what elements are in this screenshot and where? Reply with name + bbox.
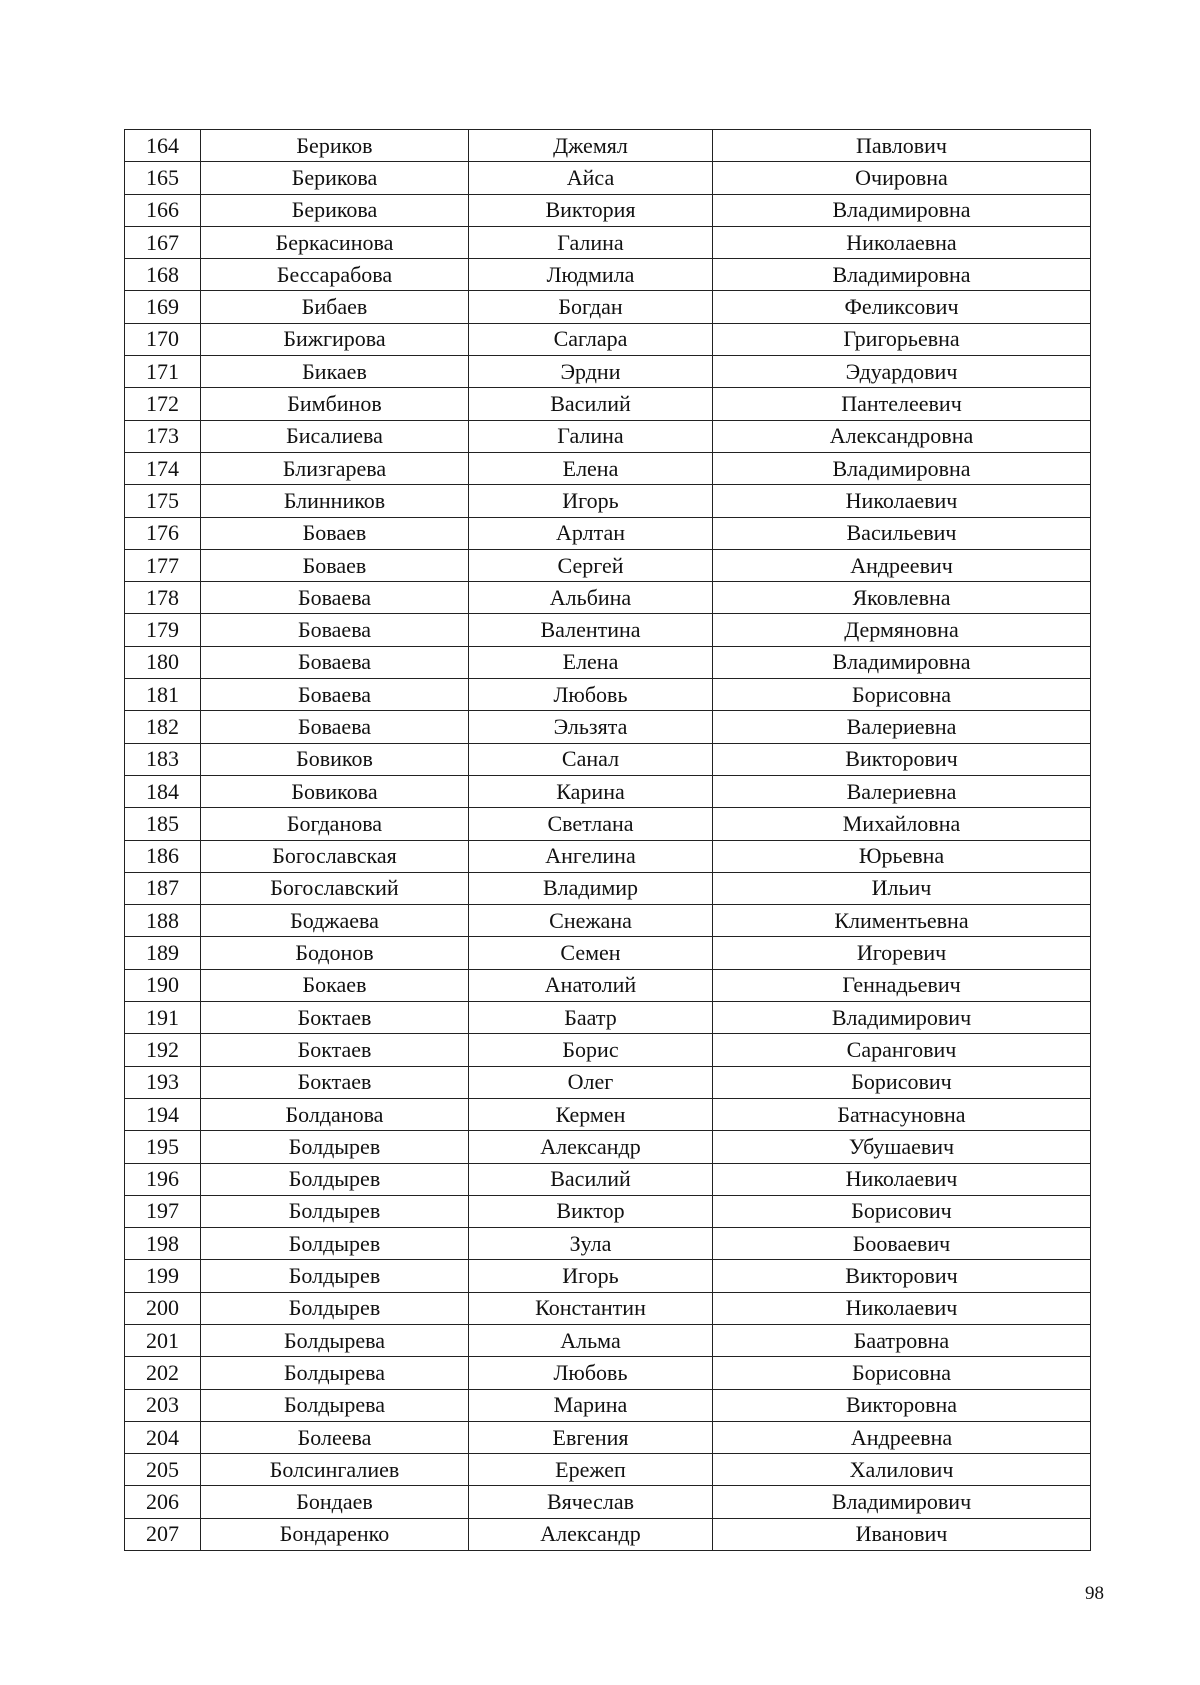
patronymic-cell: Ильич xyxy=(713,872,1091,904)
row-number-cell: 198 xyxy=(125,1228,201,1260)
last-name-cell: Боваев xyxy=(201,517,469,549)
row-number-cell: 186 xyxy=(125,840,201,872)
patronymic-cell: Бооваевич xyxy=(713,1228,1091,1260)
patronymic-cell: Александровна xyxy=(713,420,1091,452)
patronymic-cell: Яковлевна xyxy=(713,582,1091,614)
row-number-cell: 195 xyxy=(125,1131,201,1163)
patronymic-cell: Андреевна xyxy=(713,1421,1091,1453)
row-number-cell: 183 xyxy=(125,743,201,775)
last-name-cell: Болдырев xyxy=(201,1292,469,1324)
last-name-cell: Берикова xyxy=(201,162,469,194)
patronymic-cell: Юрьевна xyxy=(713,840,1091,872)
first-name-cell: Константин xyxy=(469,1292,713,1324)
patronymic-cell: Владимировна xyxy=(713,452,1091,484)
last-name-cell: Боктаев xyxy=(201,1002,469,1034)
row-number-cell: 185 xyxy=(125,808,201,840)
first-name-cell: Елена xyxy=(469,452,713,484)
last-name-cell: Бондаев xyxy=(201,1486,469,1518)
last-name-cell: Бижгирова xyxy=(201,323,469,355)
patronymic-cell: Борисовна xyxy=(713,679,1091,711)
last-name-cell: Боваева xyxy=(201,711,469,743)
patronymic-cell: Геннадьевич xyxy=(713,969,1091,1001)
row-number-cell: 167 xyxy=(125,226,201,258)
names-table xyxy=(124,129,1091,1551)
last-name-cell: Болдырев xyxy=(201,1228,469,1260)
row-number-cell: 174 xyxy=(125,452,201,484)
table-row xyxy=(125,808,1091,840)
patronymic-cell: Дермяновна xyxy=(713,614,1091,646)
patronymic-cell: Баатровна xyxy=(713,1324,1091,1356)
first-name-cell: Олег xyxy=(469,1066,713,1098)
patronymic-cell: Викторовна xyxy=(713,1389,1091,1421)
last-name-cell: Бовикова xyxy=(201,775,469,807)
last-name-cell: Блинников xyxy=(201,485,469,517)
last-name-cell: Бериков xyxy=(201,130,469,162)
last-name-cell: Боваева xyxy=(201,582,469,614)
row-number-cell: 182 xyxy=(125,711,201,743)
first-name-cell: Карина xyxy=(469,775,713,807)
first-name-cell: Анатолий xyxy=(469,969,713,1001)
row-number-cell: 188 xyxy=(125,905,201,937)
first-name-cell: Евгения xyxy=(469,1421,713,1453)
table-row xyxy=(125,485,1091,517)
table-row xyxy=(125,905,1091,937)
table-row xyxy=(125,1066,1091,1098)
table-row xyxy=(125,420,1091,452)
patronymic-cell: Владимировна xyxy=(713,259,1091,291)
patronymic-cell: Николаевич xyxy=(713,485,1091,517)
patronymic-cell: Халилович xyxy=(713,1454,1091,1486)
row-number-cell: 206 xyxy=(125,1486,201,1518)
table-row xyxy=(125,259,1091,291)
last-name-cell: Бондаренко xyxy=(201,1518,469,1550)
table-row xyxy=(125,1486,1091,1518)
table-row xyxy=(125,388,1091,420)
first-name-cell: Игорь xyxy=(469,485,713,517)
table-row xyxy=(125,162,1091,194)
first-name-cell: Виктор xyxy=(469,1195,713,1227)
row-number-cell: 201 xyxy=(125,1324,201,1356)
row-number-cell: 203 xyxy=(125,1389,201,1421)
patronymic-cell: Владимирович xyxy=(713,1002,1091,1034)
table-row xyxy=(125,1454,1091,1486)
row-number-cell: 204 xyxy=(125,1421,201,1453)
first-name-cell: Валентина xyxy=(469,614,713,646)
patronymic-cell: Владимировна xyxy=(713,646,1091,678)
table-row xyxy=(125,840,1091,872)
table-row xyxy=(125,1098,1091,1130)
first-name-cell: Александр xyxy=(469,1131,713,1163)
first-name-cell: Василий xyxy=(469,1163,713,1195)
first-name-cell: Айса xyxy=(469,162,713,194)
last-name-cell: Боктаев xyxy=(201,1066,469,1098)
first-name-cell: Александр xyxy=(469,1518,713,1550)
first-name-cell: Борис xyxy=(469,1034,713,1066)
patronymic-cell: Борисович xyxy=(713,1195,1091,1227)
last-name-cell: Болдырева xyxy=(201,1357,469,1389)
patronymic-cell: Викторович xyxy=(713,743,1091,775)
table-row xyxy=(125,1034,1091,1066)
row-number-cell: 189 xyxy=(125,937,201,969)
last-name-cell: Бовиков xyxy=(201,743,469,775)
patronymic-cell: Пантелеевич xyxy=(713,388,1091,420)
last-name-cell: Боваева xyxy=(201,646,469,678)
table-row xyxy=(125,743,1091,775)
last-name-cell: Болдырева xyxy=(201,1389,469,1421)
first-name-cell: Галина xyxy=(469,420,713,452)
patronymic-cell: Андреевич xyxy=(713,549,1091,581)
first-name-cell: Арлтан xyxy=(469,517,713,549)
first-name-cell: Галина xyxy=(469,226,713,258)
first-name-cell: Людмила xyxy=(469,259,713,291)
table-row xyxy=(125,452,1091,484)
first-name-cell: Вячеслав xyxy=(469,1486,713,1518)
table-row xyxy=(125,872,1091,904)
row-number-cell: 193 xyxy=(125,1066,201,1098)
patronymic-cell: Борисович xyxy=(713,1066,1091,1098)
row-number-cell: 176 xyxy=(125,517,201,549)
table-row xyxy=(125,1421,1091,1453)
first-name-cell: Светлана xyxy=(469,808,713,840)
table-row xyxy=(125,1357,1091,1389)
row-number-cell: 200 xyxy=(125,1292,201,1324)
first-name-cell: Сергей xyxy=(469,549,713,581)
row-number-cell: 173 xyxy=(125,420,201,452)
last-name-cell: Боваева xyxy=(201,614,469,646)
row-number-cell: 171 xyxy=(125,356,201,388)
patronymic-cell: Борисовна xyxy=(713,1357,1091,1389)
patronymic-cell: Николаевич xyxy=(713,1292,1091,1324)
first-name-cell: Джемял xyxy=(469,130,713,162)
patronymic-cell: Климентьевна xyxy=(713,905,1091,937)
last-name-cell: Близгарева xyxy=(201,452,469,484)
table-row xyxy=(125,1518,1091,1550)
last-name-cell: Беркасинова xyxy=(201,226,469,258)
row-number-cell: 192 xyxy=(125,1034,201,1066)
patronymic-cell: Владимировна xyxy=(713,194,1091,226)
row-number-cell: 177 xyxy=(125,549,201,581)
table-row xyxy=(125,1195,1091,1227)
first-name-cell: Ережеп xyxy=(469,1454,713,1486)
patronymic-cell: Убушаевич xyxy=(713,1131,1091,1163)
last-name-cell: Болсингалиев xyxy=(201,1454,469,1486)
last-name-cell: Боктаев xyxy=(201,1034,469,1066)
last-name-cell: Бибаев xyxy=(201,291,469,323)
last-name-cell: Боваев xyxy=(201,549,469,581)
row-number-cell: 179 xyxy=(125,614,201,646)
patronymic-cell: Михайловна xyxy=(713,808,1091,840)
row-number-cell: 197 xyxy=(125,1195,201,1227)
table-row xyxy=(125,1260,1091,1292)
table-row xyxy=(125,1131,1091,1163)
table-row xyxy=(125,130,1091,162)
patronymic-cell: Григорьевна xyxy=(713,323,1091,355)
patronymic-cell: Валериевна xyxy=(713,775,1091,807)
patronymic-cell: Николаевна xyxy=(713,226,1091,258)
first-name-cell: Елена xyxy=(469,646,713,678)
first-name-cell: Игорь xyxy=(469,1260,713,1292)
table-row xyxy=(125,711,1091,743)
last-name-cell: Болданова xyxy=(201,1098,469,1130)
last-name-cell: Болдырева xyxy=(201,1324,469,1356)
row-number-cell: 194 xyxy=(125,1098,201,1130)
last-name-cell: Берикова xyxy=(201,194,469,226)
table-row xyxy=(125,775,1091,807)
first-name-cell: Санал xyxy=(469,743,713,775)
first-name-cell: Альма xyxy=(469,1324,713,1356)
last-name-cell: Болдырев xyxy=(201,1131,469,1163)
table-row xyxy=(125,1292,1091,1324)
row-number-cell: 165 xyxy=(125,162,201,194)
patronymic-cell: Батнасуновна xyxy=(713,1098,1091,1130)
last-name-cell: Богославская xyxy=(201,840,469,872)
last-name-cell: Боваева xyxy=(201,679,469,711)
first-name-cell: Любовь xyxy=(469,679,713,711)
row-number-cell: 207 xyxy=(125,1518,201,1550)
names-table-body xyxy=(125,130,1091,1551)
patronymic-cell: Эдуардович xyxy=(713,356,1091,388)
table-row xyxy=(125,356,1091,388)
table-row xyxy=(125,582,1091,614)
row-number-cell: 196 xyxy=(125,1163,201,1195)
table-row xyxy=(125,226,1091,258)
table-row xyxy=(125,1002,1091,1034)
last-name-cell: Болдырев xyxy=(201,1163,469,1195)
first-name-cell: Виктория xyxy=(469,194,713,226)
patronymic-cell: Владимирович xyxy=(713,1486,1091,1518)
first-name-cell: Кермен xyxy=(469,1098,713,1130)
row-number-cell: 199 xyxy=(125,1260,201,1292)
row-number-cell: 178 xyxy=(125,582,201,614)
last-name-cell: Болдырев xyxy=(201,1260,469,1292)
row-number-cell: 180 xyxy=(125,646,201,678)
row-number-cell: 170 xyxy=(125,323,201,355)
first-name-cell: Снежана xyxy=(469,905,713,937)
first-name-cell: Семен xyxy=(469,937,713,969)
first-name-cell: Саглара xyxy=(469,323,713,355)
last-name-cell: Боджаева xyxy=(201,905,469,937)
last-name-cell: Бессарабова xyxy=(201,259,469,291)
row-number-cell: 205 xyxy=(125,1454,201,1486)
first-name-cell: Баатр xyxy=(469,1002,713,1034)
patronymic-cell: Валериевна xyxy=(713,711,1091,743)
table-row xyxy=(125,323,1091,355)
table-row xyxy=(125,194,1091,226)
first-name-cell: Богдан xyxy=(469,291,713,323)
table-row xyxy=(125,937,1091,969)
patronymic-cell: Васильевич xyxy=(713,517,1091,549)
table-row xyxy=(125,1324,1091,1356)
table-row xyxy=(125,517,1091,549)
patronymic-cell: Викторович xyxy=(713,1260,1091,1292)
row-number-cell: 168 xyxy=(125,259,201,291)
row-number-cell: 184 xyxy=(125,775,201,807)
table-row xyxy=(125,1228,1091,1260)
row-number-cell: 175 xyxy=(125,485,201,517)
row-number-cell: 181 xyxy=(125,679,201,711)
table-row xyxy=(125,646,1091,678)
table-row xyxy=(125,969,1091,1001)
patronymic-cell: Николаевич xyxy=(713,1163,1091,1195)
patronymic-cell: Сарангович xyxy=(713,1034,1091,1066)
last-name-cell: Бокаев xyxy=(201,969,469,1001)
last-name-cell: Бисалиева xyxy=(201,420,469,452)
table-row xyxy=(125,679,1091,711)
row-number-cell: 169 xyxy=(125,291,201,323)
patronymic-cell: Феликсович xyxy=(713,291,1091,323)
first-name-cell: Марина xyxy=(469,1389,713,1421)
first-name-cell: Любовь xyxy=(469,1357,713,1389)
table-row xyxy=(125,291,1091,323)
last-name-cell: Богданова xyxy=(201,808,469,840)
last-name-cell: Болеева xyxy=(201,1421,469,1453)
first-name-cell: Василий xyxy=(469,388,713,420)
row-number-cell: 202 xyxy=(125,1357,201,1389)
patronymic-cell: Иванович xyxy=(713,1518,1091,1550)
first-name-cell: Альбина xyxy=(469,582,713,614)
row-number-cell: 172 xyxy=(125,388,201,420)
row-number-cell: 164 xyxy=(125,130,201,162)
row-number-cell: 166 xyxy=(125,194,201,226)
last-name-cell: Богославский xyxy=(201,872,469,904)
last-name-cell: Болдырев xyxy=(201,1195,469,1227)
table-row xyxy=(125,1389,1091,1421)
last-name-cell: Бимбинов xyxy=(201,388,469,420)
patronymic-cell: Павлович xyxy=(713,130,1091,162)
page-number: 98 xyxy=(1085,1583,1104,1604)
row-number-cell: 190 xyxy=(125,969,201,1001)
table-row xyxy=(125,549,1091,581)
last-name-cell: Бикаев xyxy=(201,356,469,388)
patronymic-cell: Игоревич xyxy=(713,937,1091,969)
last-name-cell: Бодонов xyxy=(201,937,469,969)
first-name-cell: Зула xyxy=(469,1228,713,1260)
patronymic-cell: Очировна xyxy=(713,162,1091,194)
first-name-cell: Владимир xyxy=(469,872,713,904)
table-row xyxy=(125,614,1091,646)
first-name-cell: Эрдни xyxy=(469,356,713,388)
row-number-cell: 187 xyxy=(125,872,201,904)
row-number-cell: 191 xyxy=(125,1002,201,1034)
first-name-cell: Эльзята xyxy=(469,711,713,743)
table-row xyxy=(125,1163,1091,1195)
first-name-cell: Ангелина xyxy=(469,840,713,872)
